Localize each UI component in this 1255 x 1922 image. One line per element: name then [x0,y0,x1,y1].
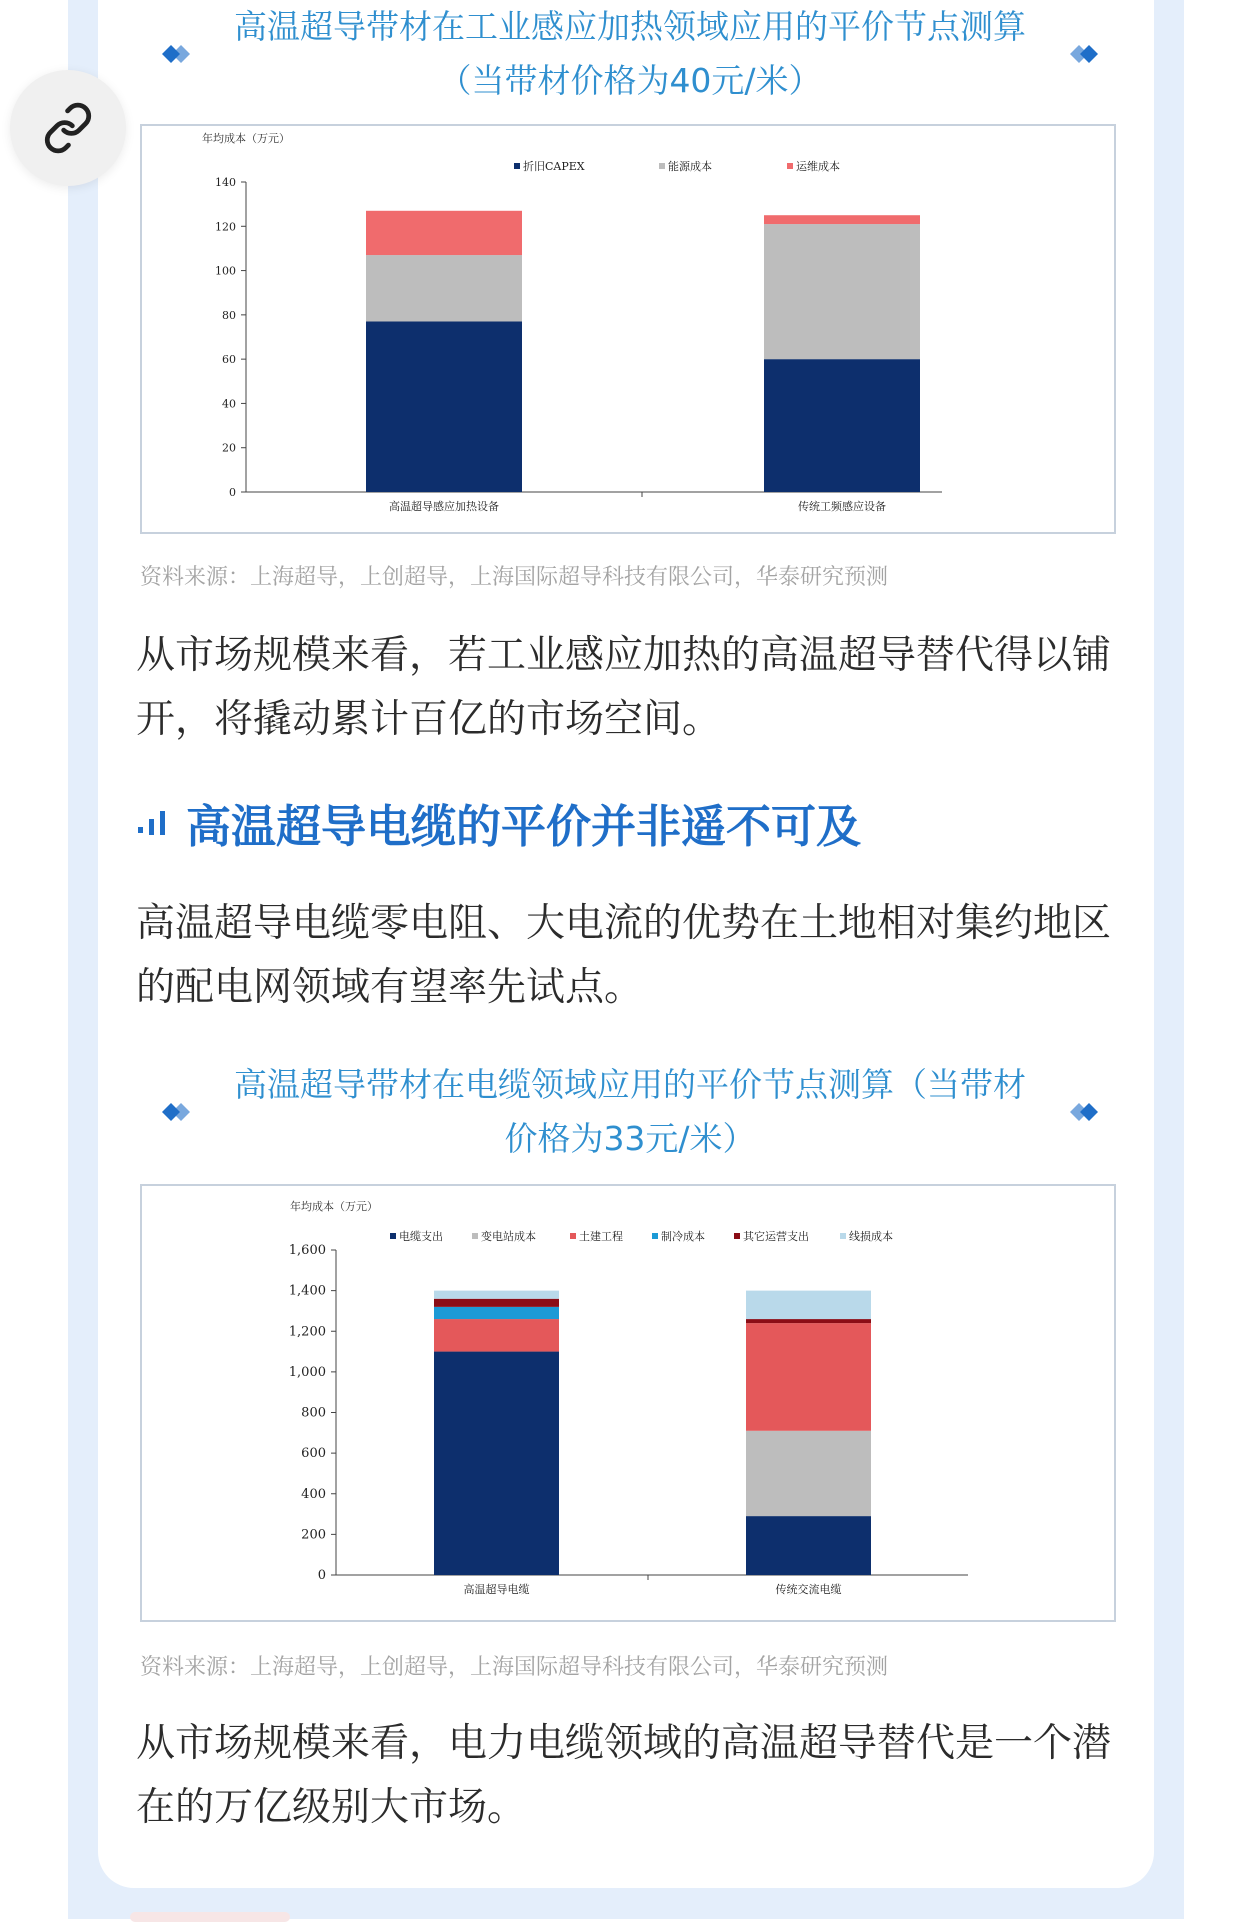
paragraph-3: 从市场规模来看，电力电缆领域的高温超导替代是一个潜在的万亿级别大市场。 [136,1721,1112,1830]
legend-swatch [840,1233,846,1239]
x-tick-label: 高温超导电缆 [463,1583,530,1596]
y-tick-label: 1,600 [288,1243,326,1258]
y-tick-label: 80 [222,308,236,322]
legend-label: 变电站成本 [481,1230,536,1243]
legend-label: 折旧CAPEX [523,160,585,173]
y-tick-label: 600 [301,1446,326,1462]
y-tick-label: 120 [215,220,236,234]
y-tick-label: 0 [317,1568,326,1583]
section-title: 高温超导电缆的平价并非遥不可及 [186,800,862,853]
chart2-source: 资料来源：上海超导，上创超导，上海国际超导科技有限公司，华泰研究预测 [140,1655,889,1680]
bar-segment [764,359,920,492]
legend-label: 能源成本 [668,160,712,173]
bar-segment [746,1323,871,1431]
legend-swatch [652,1233,658,1239]
bar-segment [366,322,522,493]
legend-label: 运维成本 [796,160,840,173]
bar-segment [746,1319,871,1323]
legend-label: 制冷成本 [661,1230,705,1243]
y-axis-label: 年均成本（万元） [290,1200,378,1213]
chart1-title: 高温超导带材在工业感应加热领域应用的平价节点测算（当带材价格为40元/米） [234,7,1026,100]
bar-segment [366,211,522,255]
bar-segment [746,1431,871,1516]
y-tick-label: 400 [301,1486,326,1502]
y-tick-label: 100 [215,264,236,278]
legend-swatch [472,1233,478,1239]
y-tick-label: 40 [222,397,236,411]
double-diamond-icon [160,1100,200,1124]
legend-label: 土建工程 [579,1230,623,1243]
legend-swatch [514,163,520,169]
x-tick-label: 传统交流电缆 [775,1583,842,1596]
legend-label: 电缆支出 [399,1230,443,1243]
y-tick-label: 800 [301,1405,326,1421]
paragraph-1: 从市场规模来看，若工业感应加热的高温超导替代得以铺开，将撬动累计百亿的市场空间。 [136,633,1112,742]
legend-swatch [787,163,793,169]
y-tick-label: 20 [222,441,236,455]
x-tick-label: 高温超导感应加热设备 [389,500,499,513]
x-tick-label: 传统工频感应设备 [798,500,886,513]
chart2-svg [142,1186,1114,1620]
double-diamond-icon [160,42,200,66]
legend-swatch [390,1233,396,1239]
chart2-title-row [160,1058,1100,1166]
legend-swatch [570,1233,576,1239]
link-icon [42,102,94,154]
signal-bars-icon [136,805,170,841]
bar-segment [764,224,920,359]
bar-segment [434,1299,559,1307]
double-diamond-icon [1060,42,1100,66]
y-axis-label: 年均成本（万元） [202,132,290,145]
chart1-frame [140,124,1116,534]
double-diamond-icon [1060,1100,1100,1124]
next-card-peek [130,1912,290,1922]
section-heading [136,790,861,855]
bar-segment [746,1516,871,1575]
y-tick-label: 1,200 [288,1324,326,1340]
legend-label: 线损成本 [849,1230,893,1243]
legend-label: 其它运营支出 [743,1230,809,1243]
legend-swatch [659,163,665,169]
paragraph-2: 高温超导电缆零电阻、大电流的优势在土地相对集约地区的配电网领域有望率先试点。 [136,901,1112,1010]
chart1-title-row [160,0,1100,108]
bar-segment [434,1319,559,1352]
bar-segment [746,1291,871,1319]
y-tick-label: 200 [301,1527,326,1543]
bar-segment [434,1352,559,1575]
y-tick-label: 1,000 [288,1364,326,1380]
legend-swatch [734,1233,740,1239]
chart1-source: 资料来源：上海超导，上创超导，上海国际超导科技有限公司，华泰研究预测 [140,565,889,590]
bar-segment [434,1307,559,1319]
chart1-svg [142,126,1114,532]
bar-segment [366,255,522,321]
copy-link-button[interactable] [10,70,126,186]
y-tick-label: 60 [222,353,236,367]
bar-segment [434,1291,559,1299]
bar-segment [764,215,920,224]
chart2-frame [140,1184,1116,1622]
y-tick-label: 140 [215,176,236,189]
y-tick-label: 0 [229,486,236,499]
chart2-title: 高温超导带材在电缆领域应用的平价节点测算（当带材价格为33元/米） [234,1065,1026,1158]
y-tick-label: 1,400 [288,1283,326,1299]
